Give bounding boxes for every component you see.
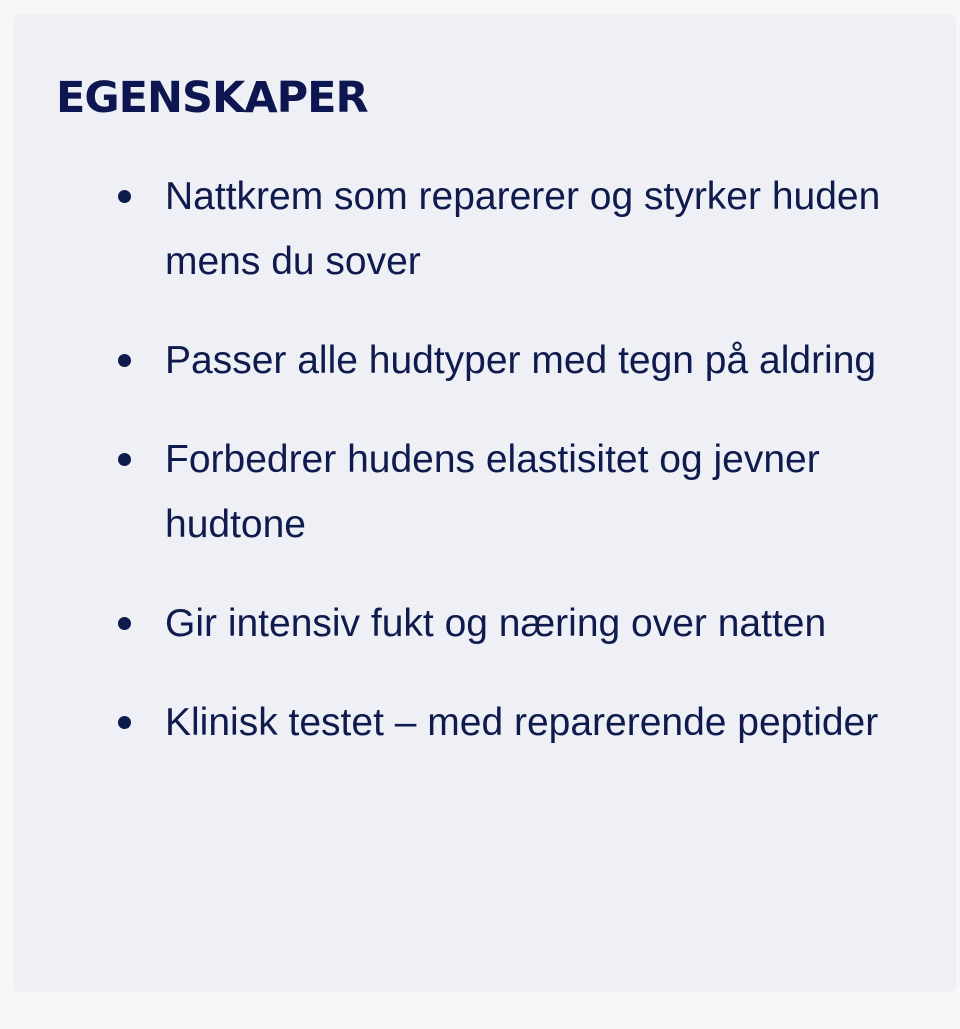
list-item (14, 427, 956, 557)
list-item (14, 690, 956, 755)
list-item-text: Gir intensiv fukt og næring over natten (165, 602, 827, 645)
features-list (14, 164, 956, 789)
bullet-icon (118, 354, 131, 367)
list-item (14, 164, 956, 294)
bullet-icon (118, 190, 131, 203)
bullet-icon (118, 453, 131, 466)
list-item-text: Klinisk testet – med reparerende peptider (165, 701, 879, 744)
list-item-text: Nattkrem som reparerer og styrker huden mens du sover (165, 175, 881, 283)
bullet-icon (118, 716, 131, 729)
section-title: EGENSKAPER (56, 73, 368, 123)
list-item-text: Forbedrer hudens elastisitet og jevner hudtone (165, 438, 820, 546)
bullet-icon (118, 617, 131, 630)
list-item-text: Passer alle hudtyper med tegn på aldring (165, 339, 877, 382)
list-item (14, 591, 956, 656)
features-panel (14, 14, 956, 992)
list-item (14, 328, 956, 393)
